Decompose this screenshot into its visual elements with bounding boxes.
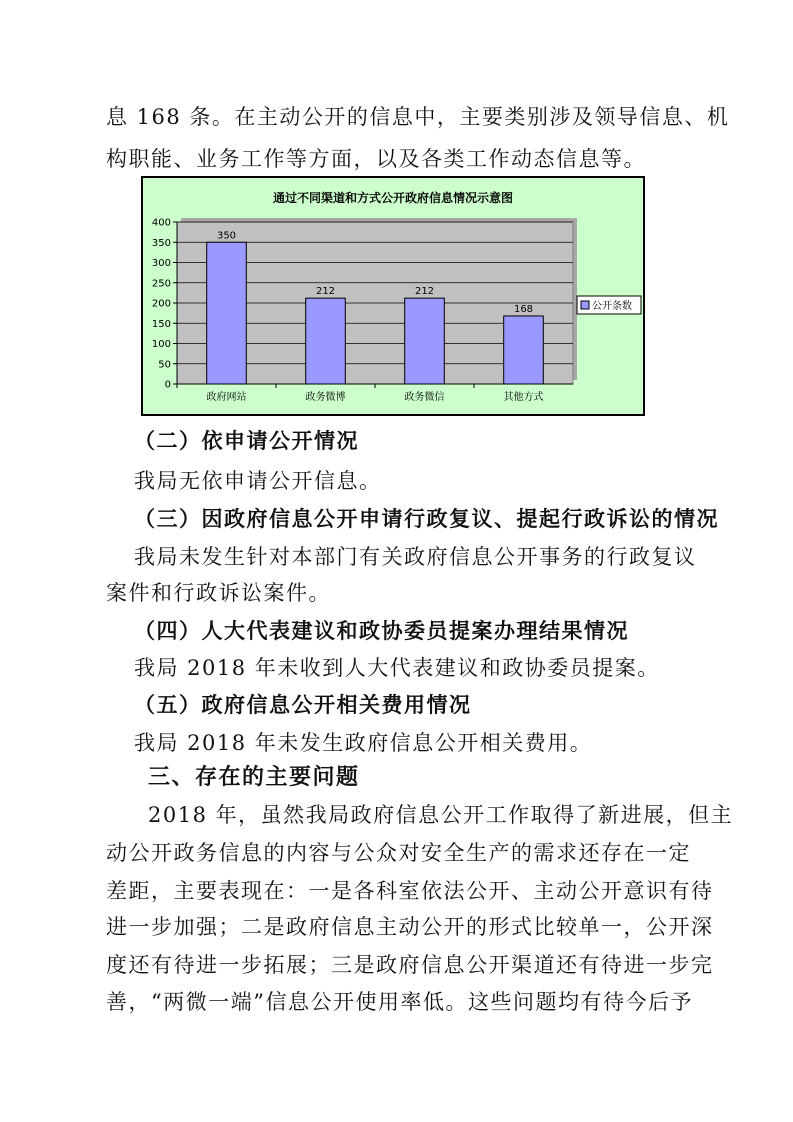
subsection-heading: （二）依申请公开情况 xyxy=(134,428,359,453)
bar xyxy=(504,316,544,384)
subsection-heading: （五）政府信息公开相关费用情况 xyxy=(134,692,472,717)
y-tick-label: 150 xyxy=(151,318,171,330)
data-label: 212 xyxy=(315,286,336,298)
legend-swatch xyxy=(581,301,589,309)
y-tick-label: 100 xyxy=(151,339,171,350)
y-tick-label: 250 xyxy=(151,278,171,290)
subsection-heading: （四）人大代表建议和政协委员提案办理结果情况 xyxy=(134,618,629,643)
bar xyxy=(405,298,445,384)
paragraph-line: 构职能、业务工作等方面，以及各类工作动态信息等。 xyxy=(106,147,646,171)
data-label: 212 xyxy=(414,286,435,298)
chart-title: 通过不同渠道和方式公开政府信息情况示意图 xyxy=(272,191,514,205)
paragraph-line: 我局 2018 年未发生政府信息公开相关费用。 xyxy=(134,731,593,755)
paragraph-line: 差距，主要表现在：一是各科室依法公开、主动公开意识有待 xyxy=(106,879,714,903)
y-tick-label: 300 xyxy=(151,258,171,269)
section-heading: 三、存在的主要问题 xyxy=(148,765,360,790)
paragraph-line: 度还有待进一步拓展；三是政府信息公开渠道还有待进一步完 xyxy=(106,953,714,977)
paragraph-line: 善，“两微一端”信息公开使用率低。这些问题均有待今后予 xyxy=(106,990,693,1014)
data-label: 350 xyxy=(216,230,237,242)
paragraph-line: 案件和行政诉讼案件。 xyxy=(106,581,331,605)
y-tick-label: 350 xyxy=(151,237,171,249)
paragraph-line: 进一步加强；二是政府信息主动公开的形式比较单一，公开深 xyxy=(106,915,714,939)
y-tick-label: 50 xyxy=(158,359,171,371)
paragraph-line: 我局无依申请公开信息。 xyxy=(134,469,382,493)
legend-label: 公开条数 xyxy=(592,301,632,312)
x-tick-label: 政府网站 xyxy=(206,392,247,403)
y-tick-label: 200 xyxy=(151,298,171,310)
paragraph-line: 我局未发生针对本部门有关政府信息公开事务的行政复议 xyxy=(134,545,697,569)
bar-chart xyxy=(141,176,645,416)
x-tick-label: 其他方式 xyxy=(503,392,544,403)
chart-canvas xyxy=(143,178,643,414)
data-label: 168 xyxy=(513,303,534,315)
paragraph-line: 息 168 条。在主动公开的信息中，主要类别涉及领导信息、机 xyxy=(106,105,730,129)
paragraph-line: 2018 年，虽然我局政府信息公开工作取得了新进展，但主 xyxy=(148,803,734,827)
paragraph-line: 动公开政务信息的内容与公众对安全生产的需求还存在一定 xyxy=(106,841,691,865)
y-tick-label: 0 xyxy=(164,379,171,391)
subsection-heading: （三）因政府信息公开申请行政复议、提起行政诉讼的情况 xyxy=(134,506,719,531)
bar xyxy=(306,298,346,384)
paragraph-line: 我局 2018 年未收到人大代表建议和政协委员提案。 xyxy=(134,656,660,680)
x-tick-label: 政务微博 xyxy=(305,392,346,403)
x-tick-label: 政务微信 xyxy=(404,392,445,403)
bar xyxy=(207,242,247,384)
y-tick-label: 400 xyxy=(151,217,171,229)
